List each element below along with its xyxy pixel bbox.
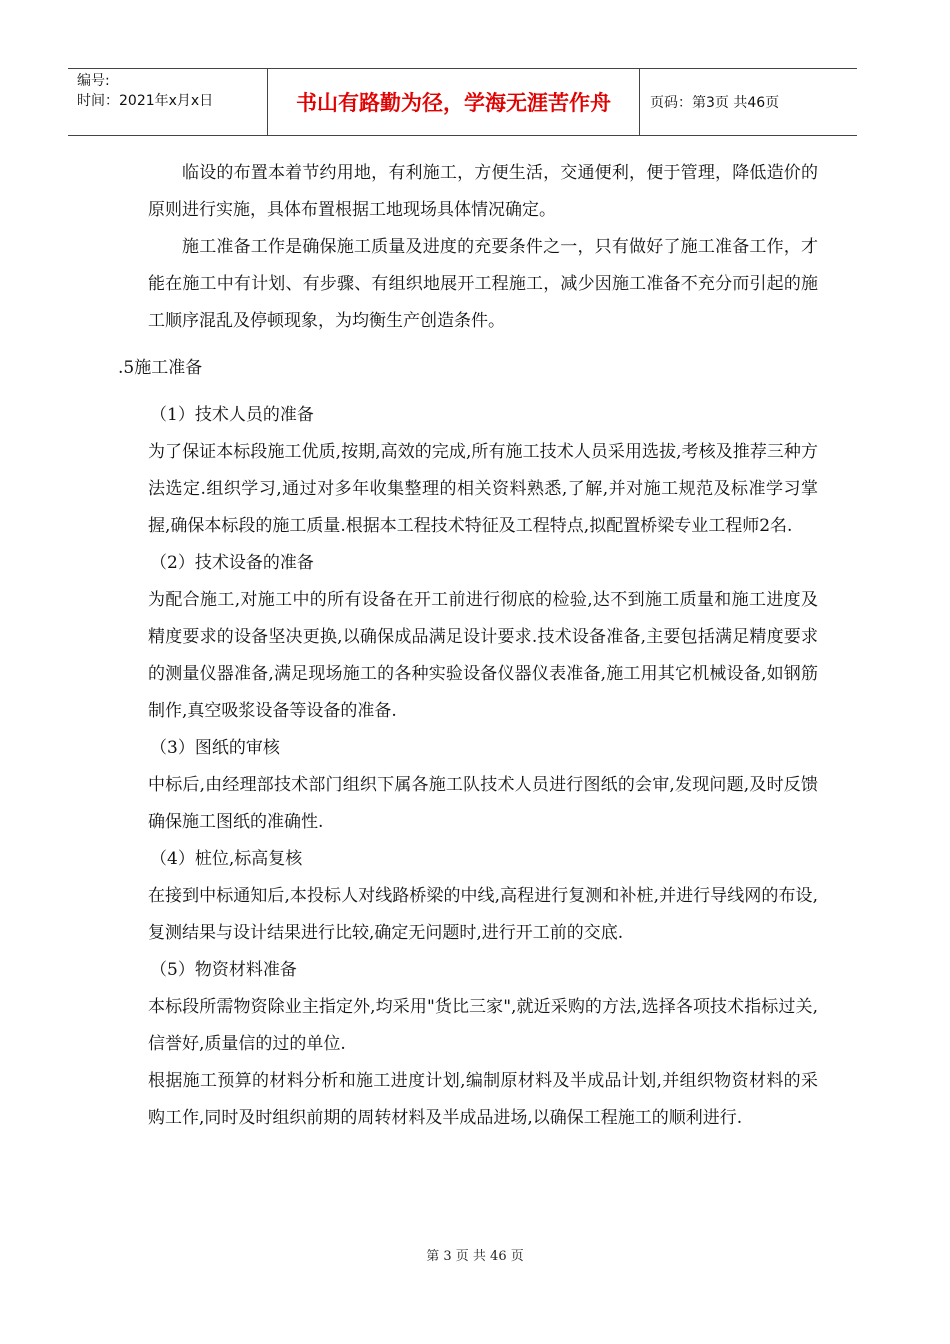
number-label: 编号: [77,73,110,89]
document-body [118,155,818,1137]
item-heading: （1）技术人员的准备 [150,405,314,425]
page-footer: 第 3 页 共 46 页 [426,1249,524,1264]
time-label: 时间：2021年x月x日 [77,93,214,109]
item-body: 在接到中标通知后,本投标人对线路桥梁的中线,高程进行复测和补桩,并进行导线网的布设,复测结果与设计结果进行比较,确定无问题时,进行开工前的交底. [148,886,818,943]
header-motto: 书山有路勤为径，学海无涯苦作舟 [268,69,640,135]
item-body: 为配合施工,对施工中的所有设备在开工前进行彻底的检验,达不到施工质量和施工进度及精度要求的设备坚决更换,以确保成品满足设计要求.技术设备准备,主要包括满足精度要求的测量仪器准备,满足现场施工的各种实验设备仪器仪表准备,施工用其它机械设备,如钢筋制作,真空吸浆设备等设备的准备. [148,590,818,721]
item-body: 根据施工预算的材料分析和施工进度计划,编制原材料及半成品计划,并组织物资材料的采购工作,同时及时组织前期的周转材料及半成品进场,以确保工程施工的顺利进行. [148,1071,818,1128]
item-body: 为了保证本标段施工优质,按期,高效的完成,所有施工技术人员采用选拔,考核及推荐三种方法选定.组织学习,通过对多年收集整理的相关资料熟悉,了解,并对施工规范及标准学习掌握,确保本标段的施工质量.根据本工程技术特征及工程特点,拟配置桥梁专业工程师2名. [148,442,818,536]
header-page-info: 页码：第3页 共46页 [650,95,780,111]
item-body: 本标段所需物资除业主指定外,均采用"货比三家",就近采购的方法,选择各项技术指标过关,信誉好,质量信的过的单位. [148,997,818,1054]
item-heading: （4）桩位,标高复核 [150,849,303,869]
item-body: 中标后,由经理部技术部门组织下属各施工队技术人员进行图纸的会审,发现问题,及时反馈确保施工图纸的准确性. [148,775,818,832]
item-heading: （3）图纸的审核 [150,738,280,758]
paragraph: 施工准备工作是确保施工质量及进度的充要条件之一，只有做好了施工准备工作，才能在施工中有计划、有步骤、有组织地展开工程施工，减少因施工准备不充分而引起的施工顺序混乱及停顿现象，为均衡生产创造条件。 [148,237,818,331]
section-title: .5施工准备 [118,358,203,378]
page-header [68,68,857,136]
paragraph: 临设的布置本着节约用地，有利施工，方便生活，交通便利，便于管理，降低造价的原则进行实施，具体布置根据工地现场具体情况确定。 [148,163,818,220]
item-heading: （5）物资材料准备 [150,960,297,980]
item-heading: （2）技术设备的准备 [150,553,314,573]
header-meta [68,69,268,135]
